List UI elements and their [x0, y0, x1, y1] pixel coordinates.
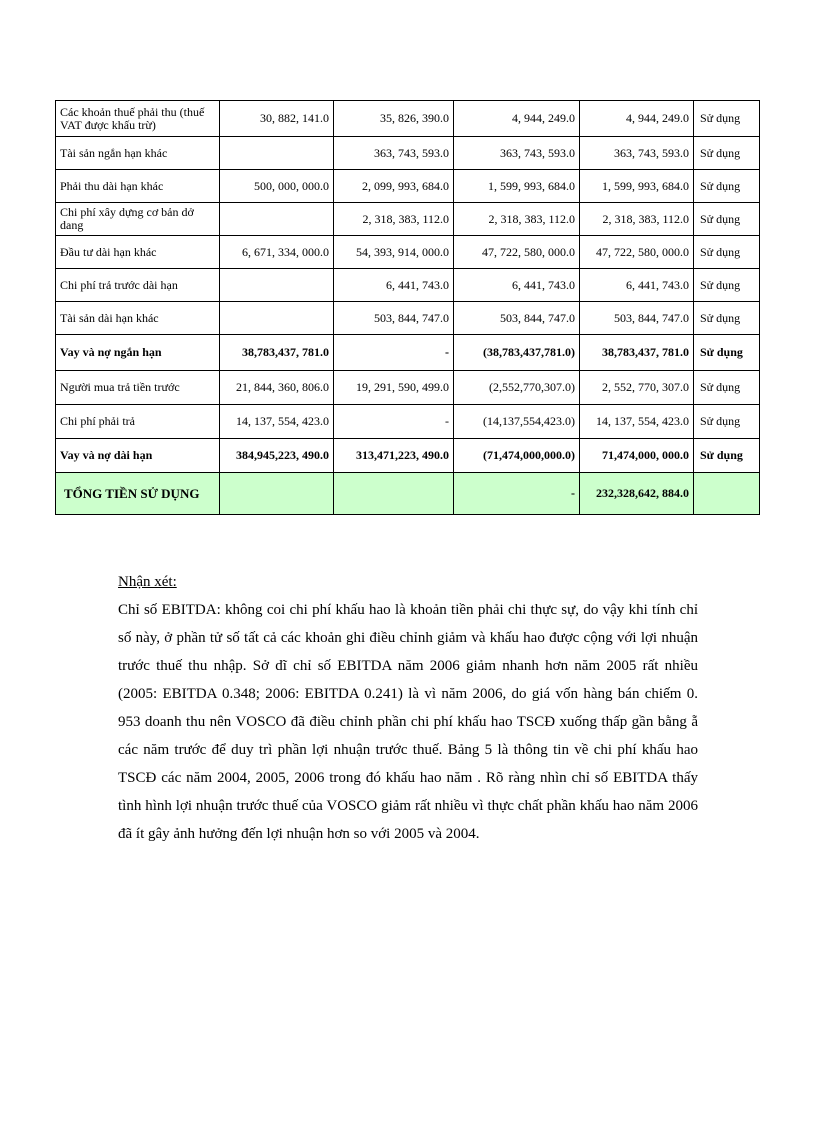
total-row [56, 473, 760, 515]
value-col-4: 2, 318, 383, 112.0 [580, 203, 694, 236]
row-label: TỔNG TIỀN SỬ DỤNG [56, 473, 220, 515]
value-col-2: 363, 743, 593.0 [334, 137, 454, 170]
value-col-1 [220, 203, 334, 236]
cash-usage-table [55, 100, 760, 515]
row-label: Tài sản dài hạn khác [56, 302, 220, 335]
value-col-4: 4, 944, 249.0 [580, 101, 694, 137]
usage-status: Sử dụng [694, 302, 760, 335]
row-label: Chi phí xây dựng cơ bản dở dang [56, 203, 220, 236]
value-col-1 [220, 302, 334, 335]
value-col-3: 47, 722, 580, 000.0 [454, 236, 580, 269]
value-col-1: 14, 137, 554, 423.0 [220, 405, 334, 439]
value-col-4: 47, 722, 580, 000.0 [580, 236, 694, 269]
table-row [56, 236, 760, 269]
row-label: Đầu tư dài hạn khác [56, 236, 220, 269]
table-row [56, 137, 760, 170]
usage-status: Sử dụng [694, 371, 760, 405]
value-col-1: 500, 000, 000.0 [220, 170, 334, 203]
table-row [56, 371, 760, 405]
value-col-2: - [334, 335, 454, 371]
row-label: Các khoản thuế phải thu (thuế VAT được khấu trừ) [56, 101, 220, 137]
usage-status: Sử dụng [694, 335, 760, 371]
table-row [56, 269, 760, 302]
value-col-2: 19, 291, 590, 499.0 [334, 371, 454, 405]
value-col-4: 6, 441, 743.0 [580, 269, 694, 302]
comment-section [118, 568, 698, 848]
value-col-3: 2, 318, 383, 112.0 [454, 203, 580, 236]
value-col-1: 38,783,437, 781.0 [220, 335, 334, 371]
row-label: Vay và nợ dài hạn [56, 439, 220, 473]
row-label: Chi phí trả trước dài hạn [56, 269, 220, 302]
value-col-1: 21, 844, 360, 806.0 [220, 371, 334, 405]
value-col-4: 2, 552, 770, 307.0 [580, 371, 694, 405]
table-body [56, 101, 760, 515]
value-col-1 [220, 269, 334, 302]
usage-status: Sử dụng [694, 203, 760, 236]
usage-status [694, 473, 760, 515]
usage-status: Sử dụng [694, 101, 760, 137]
value-col-2: - [334, 405, 454, 439]
comment-title: Nhận xét: [118, 574, 177, 590]
usage-status: Sử dụng [694, 170, 760, 203]
value-col-2: 313,471,223, 490.0 [334, 439, 454, 473]
table-row [56, 302, 760, 335]
value-col-2: 54, 393, 914, 000.0 [334, 236, 454, 269]
value-col-3: (71,474,000,000.0) [454, 439, 580, 473]
value-col-3: 1, 599, 993, 684.0 [454, 170, 580, 203]
value-col-1 [220, 137, 334, 170]
row-label: Vay và nợ ngắn hạn [56, 335, 220, 371]
value-col-3: (38,783,437,781.0) [454, 335, 580, 371]
row-label: Tài sản ngắn hạn khác [56, 137, 220, 170]
table-row [56, 439, 760, 473]
value-col-2: 35, 826, 390.0 [334, 101, 454, 137]
value-col-1 [220, 473, 334, 515]
value-col-4: 232,328,642, 884.0 [580, 473, 694, 515]
value-col-3: 4, 944, 249.0 [454, 101, 580, 137]
usage-status: Sử dụng [694, 137, 760, 170]
value-col-4: 14, 137, 554, 423.0 [580, 405, 694, 439]
value-col-1: 6, 671, 334, 000.0 [220, 236, 334, 269]
table-row [56, 170, 760, 203]
value-col-3: 6, 441, 743.0 [454, 269, 580, 302]
usage-status: Sử dụng [694, 269, 760, 302]
table-row [56, 405, 760, 439]
value-col-3: 503, 844, 747.0 [454, 302, 580, 335]
value-col-2: 2, 099, 993, 684.0 [334, 170, 454, 203]
value-col-1: 30, 882, 141.0 [220, 101, 334, 137]
row-label: Chi phí phải trả [56, 405, 220, 439]
value-col-4: 38,783,437, 781.0 [580, 335, 694, 371]
value-col-4: 1, 599, 993, 684.0 [580, 170, 694, 203]
table-row [56, 335, 760, 371]
value-col-2: 6, 441, 743.0 [334, 269, 454, 302]
value-col-4: 503, 844, 747.0 [580, 302, 694, 335]
value-col-1: 384,945,223, 490.0 [220, 439, 334, 473]
usage-status: Sử dụng [694, 439, 760, 473]
usage-status: Sử dụng [694, 236, 760, 269]
comment-paragraph: Chỉ số EBITDA: không coi chi phí khấu hao là khoản tiền phải chi thực sự, do vậy khi tính chỉ số này, ở phần tử số tất cả các khoản ghi điều chỉnh giảm và khấu hao được cộng với lợi nhuận trước thuế thu nhập. Sở dĩ chỉ số EBITDA năm 2006 giảm nhanh hơn năm 2005 rất nhiều (2005: EBITDA 0.348; 2006: EBITDA 0.241) là vì năm 2006, do giá vốn hàng bán chiếm 0. 953 doanh thu nên VOSCO đã điều chỉnh phần chi phí khấu hao TSCĐ xuống thấp gần bằng ẵ các năm trước để duy trì phần lợi nhuận trước thuế. Bảng 5 là thông tin về chi phí khấu hao TSCĐ các năm 2004, 2005, 2006 trong đó khấu hao năm . Rõ ràng nhìn chỉ số EBITDA thấy tình hình lợi nhuận trước thuế của VOSCO giảm rất nhiều vì thực chất phần khấu hao năm 2006 đã ít gây ảnh hưởng đến lợi nhuận hơn so với 2005 và 2004. [118, 602, 698, 842]
value-col-4: 363, 743, 593.0 [580, 137, 694, 170]
value-col-4: 71,474,000, 000.0 [580, 439, 694, 473]
value-col-2: 2, 318, 383, 112.0 [334, 203, 454, 236]
value-col-3: - [454, 473, 580, 515]
value-col-3: (14,137,554,423.0) [454, 405, 580, 439]
row-label: Người mua trả tiền trước [56, 371, 220, 405]
usage-status: Sử dụng [694, 405, 760, 439]
value-col-2 [334, 473, 454, 515]
table-row [56, 203, 760, 236]
table-row [56, 101, 760, 137]
value-col-3: 363, 743, 593.0 [454, 137, 580, 170]
value-col-3: (2,552,770,307.0) [454, 371, 580, 405]
value-col-2: 503, 844, 747.0 [334, 302, 454, 335]
row-label: Phải thu dài hạn khác [56, 170, 220, 203]
